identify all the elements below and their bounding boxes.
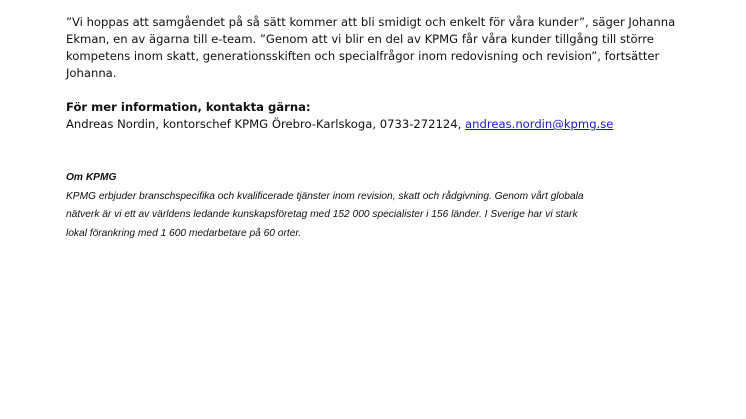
quote-line: Ekman, en av ägarna till e-team. ”Genom att vi blir en del av KPMG får våra kunder tillgång till större bbox=[66, 32, 654, 46]
contact-section bbox=[66, 99, 676, 133]
quote-line: Johanna. bbox=[66, 66, 117, 80]
contact-heading: För mer information, kontakta gärna: bbox=[66, 100, 311, 114]
contact-text: Andreas Nordin, kontorschef KPMG Örebro-Karlskoga, 0733-272124, bbox=[66, 117, 466, 131]
quote-paragraph bbox=[66, 14, 676, 82]
about-heading: Om KPMG bbox=[66, 172, 117, 183]
quote-line: ”Vi hoppas att samgåendet på så sätt kommer att bli smidigt och enkelt för våra kunder”, säger Johanna bbox=[66, 15, 676, 29]
about-section bbox=[66, 169, 686, 243]
about-line: KPMG erbjuder branschspecifika och kvalificerade tjänster inom revision, skatt och rådgivning. Genom vårt globala bbox=[66, 190, 584, 202]
about-line: lokal förankring med 1 600 medarbetare på 60 orter. bbox=[66, 227, 302, 239]
contact-details bbox=[66, 116, 676, 133]
contact-email-link[interactable]: andreas.nordin@kpmg.se bbox=[465, 117, 614, 131]
quote-line: kompetens inom skatt, generationsskiften och specialfrågor inom redovisning och revision”, fortsätter bbox=[66, 49, 660, 63]
about-line: nätverk är vi ett av världens ledande kunskapsföretag med 152 000 specialister i 156 länder. I Sverige har vi stark bbox=[66, 209, 578, 220]
